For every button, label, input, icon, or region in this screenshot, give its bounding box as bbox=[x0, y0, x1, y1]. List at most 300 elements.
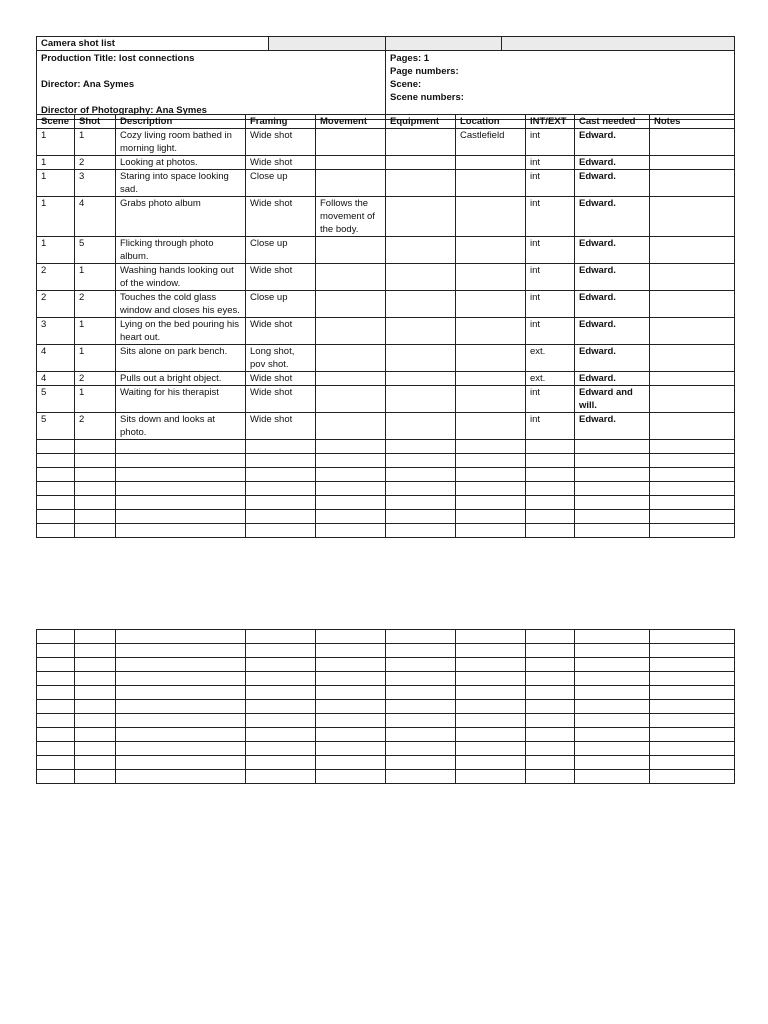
notes-cell bbox=[650, 291, 735, 318]
column-header: Shot bbox=[75, 115, 116, 129]
cast-cell: Edward. bbox=[575, 129, 650, 156]
empty-cell bbox=[116, 686, 246, 700]
int-ext-cell: ext. bbox=[526, 372, 575, 386]
notes-cell bbox=[650, 156, 735, 170]
scene-cell: 5 bbox=[37, 413, 75, 440]
director: Director: Ana Symes bbox=[41, 79, 135, 90]
int-ext-cell: int bbox=[526, 291, 575, 318]
equipment-cell bbox=[386, 197, 456, 237]
empty-cell bbox=[246, 714, 316, 728]
empty-cell bbox=[456, 482, 526, 496]
table-row bbox=[37, 156, 735, 170]
empty-table-row bbox=[37, 468, 735, 482]
empty-table-row bbox=[37, 440, 735, 454]
blank-shot-table bbox=[36, 629, 735, 784]
empty-cell bbox=[75, 728, 116, 742]
empty-cell bbox=[37, 700, 75, 714]
table-row bbox=[37, 345, 735, 372]
empty-cell bbox=[75, 770, 116, 784]
equipment-cell bbox=[386, 156, 456, 170]
description-cell: Lying on the bed pouring his heart out. bbox=[116, 318, 246, 345]
empty-cell bbox=[575, 770, 650, 784]
empty-cell bbox=[37, 686, 75, 700]
empty-cell bbox=[75, 644, 116, 658]
empty-cell bbox=[116, 770, 246, 784]
empty-cell bbox=[316, 496, 386, 510]
empty-cell bbox=[526, 770, 575, 784]
empty-cell bbox=[316, 756, 386, 770]
empty-cell bbox=[386, 672, 456, 686]
table-row bbox=[37, 170, 735, 197]
empty-cell bbox=[246, 700, 316, 714]
empty-cell bbox=[526, 454, 575, 468]
empty-cell bbox=[37, 524, 75, 538]
empty-cell bbox=[386, 524, 456, 538]
framing-cell: Wide shot bbox=[246, 197, 316, 237]
scene-cell: 1 bbox=[37, 170, 75, 197]
column-header-row bbox=[37, 115, 735, 129]
empty-cell bbox=[456, 468, 526, 482]
empty-cell bbox=[246, 742, 316, 756]
scene: Scene: bbox=[390, 79, 422, 90]
column-header: Description bbox=[116, 115, 246, 129]
empty-cell bbox=[316, 714, 386, 728]
empty-cell bbox=[456, 700, 526, 714]
empty-table-row bbox=[37, 672, 735, 686]
shot-cell: 1 bbox=[75, 129, 116, 156]
empty-cell bbox=[526, 742, 575, 756]
empty-cell bbox=[116, 714, 246, 728]
empty-cell bbox=[246, 510, 316, 524]
empty-cell bbox=[650, 700, 735, 714]
empty-cell bbox=[575, 454, 650, 468]
empty-cell bbox=[386, 686, 456, 700]
empty-cell bbox=[246, 440, 316, 454]
empty-cell bbox=[456, 440, 526, 454]
table-row bbox=[37, 413, 735, 440]
empty-cell bbox=[456, 770, 526, 784]
empty-cell bbox=[75, 496, 116, 510]
page-numbers: Page numbers: bbox=[390, 66, 459, 77]
empty-cell bbox=[386, 756, 456, 770]
column-header: Scene bbox=[37, 115, 75, 129]
notes-cell bbox=[650, 345, 735, 372]
empty-cell bbox=[75, 524, 116, 538]
scene-cell: 5 bbox=[37, 386, 75, 413]
empty-table-row bbox=[37, 658, 735, 672]
cast-cell: Edward. bbox=[575, 345, 650, 372]
empty-table-row bbox=[37, 714, 735, 728]
empty-table-row bbox=[37, 728, 735, 742]
production-info bbox=[37, 51, 386, 120]
empty-cell bbox=[116, 510, 246, 524]
shot-cell: 1 bbox=[75, 318, 116, 345]
notes-cell bbox=[650, 318, 735, 345]
movement-cell bbox=[316, 372, 386, 386]
empty-cell bbox=[526, 482, 575, 496]
empty-cell bbox=[75, 482, 116, 496]
empty-cell bbox=[316, 700, 386, 714]
column-header: Movement bbox=[316, 115, 386, 129]
empty-cell bbox=[650, 440, 735, 454]
location-cell bbox=[456, 291, 526, 318]
empty-cell bbox=[650, 672, 735, 686]
empty-cell bbox=[316, 686, 386, 700]
empty-cell bbox=[575, 714, 650, 728]
empty-cell bbox=[75, 686, 116, 700]
empty-cell bbox=[650, 686, 735, 700]
column-header: Location bbox=[456, 115, 526, 129]
empty-cell bbox=[456, 630, 526, 644]
empty-cell bbox=[526, 630, 575, 644]
int-ext-cell: int bbox=[526, 386, 575, 413]
empty-cell bbox=[116, 756, 246, 770]
location-cell bbox=[456, 386, 526, 413]
empty-cell bbox=[316, 468, 386, 482]
empty-cell bbox=[526, 510, 575, 524]
int-ext-cell: int bbox=[526, 197, 575, 237]
framing-cell: Close up bbox=[246, 291, 316, 318]
description-cell: Flicking through photo album. bbox=[116, 237, 246, 264]
description-cell: Looking at photos. bbox=[116, 156, 246, 170]
empty-cell bbox=[575, 756, 650, 770]
empty-cell bbox=[116, 454, 246, 468]
framing-cell: Wide shot bbox=[246, 156, 316, 170]
framing-cell: Wide shot bbox=[246, 129, 316, 156]
equipment-cell bbox=[386, 170, 456, 197]
shot-cell: 5 bbox=[75, 237, 116, 264]
framing-cell: Wide shot bbox=[246, 413, 316, 440]
empty-cell bbox=[116, 742, 246, 756]
empty-cell bbox=[75, 468, 116, 482]
movement-cell bbox=[316, 237, 386, 264]
header-blank-cell bbox=[269, 37, 386, 51]
pages: Pages: 1 bbox=[390, 53, 430, 64]
table-row bbox=[37, 197, 735, 237]
empty-cell bbox=[456, 756, 526, 770]
empty-cell bbox=[246, 496, 316, 510]
empty-cell bbox=[316, 510, 386, 524]
empty-cell bbox=[75, 440, 116, 454]
empty-cell bbox=[116, 658, 246, 672]
empty-cell bbox=[37, 658, 75, 672]
table-row bbox=[37, 318, 735, 345]
framing-cell: Wide shot bbox=[246, 318, 316, 345]
empty-cell bbox=[456, 686, 526, 700]
equipment-cell bbox=[386, 129, 456, 156]
page-info bbox=[386, 51, 735, 120]
empty-cell bbox=[386, 468, 456, 482]
empty-cell bbox=[650, 644, 735, 658]
int-ext-cell: ext. bbox=[526, 345, 575, 372]
empty-table-row bbox=[37, 496, 735, 510]
empty-cell bbox=[650, 728, 735, 742]
empty-cell bbox=[575, 742, 650, 756]
empty-cell bbox=[456, 658, 526, 672]
empty-cell bbox=[456, 510, 526, 524]
empty-cell bbox=[37, 742, 75, 756]
empty-table-row bbox=[37, 524, 735, 538]
empty-cell bbox=[386, 714, 456, 728]
empty-cell bbox=[386, 728, 456, 742]
movement-cell bbox=[316, 318, 386, 345]
production-title: Production Title: lost connections bbox=[41, 53, 195, 64]
empty-cell bbox=[246, 482, 316, 496]
empty-cell bbox=[75, 700, 116, 714]
description-cell: Sits alone on park bench. bbox=[116, 345, 246, 372]
location-cell bbox=[456, 413, 526, 440]
empty-table-row bbox=[37, 686, 735, 700]
notes-cell bbox=[650, 372, 735, 386]
location-cell bbox=[456, 197, 526, 237]
location-cell bbox=[456, 156, 526, 170]
empty-cell bbox=[75, 454, 116, 468]
empty-cell bbox=[116, 524, 246, 538]
equipment-cell bbox=[386, 345, 456, 372]
empty-cell bbox=[246, 686, 316, 700]
description-cell: Grabs photo album bbox=[116, 197, 246, 237]
empty-cell bbox=[386, 644, 456, 658]
empty-cell bbox=[456, 672, 526, 686]
movement-cell bbox=[316, 291, 386, 318]
empty-table-row bbox=[37, 700, 735, 714]
framing-cell: Wide shot bbox=[246, 264, 316, 291]
cast-cell: Edward. bbox=[575, 170, 650, 197]
shot-cell: 1 bbox=[75, 386, 116, 413]
empty-cell bbox=[386, 700, 456, 714]
empty-cell bbox=[526, 728, 575, 742]
description-cell: Touches the cold glass window and closes his eyes. bbox=[116, 291, 246, 318]
shot-cell: 3 bbox=[75, 170, 116, 197]
empty-cell bbox=[75, 658, 116, 672]
empty-cell bbox=[456, 496, 526, 510]
empty-cell bbox=[116, 440, 246, 454]
column-header: Cast needed bbox=[575, 115, 650, 129]
scene-cell: 4 bbox=[37, 372, 75, 386]
empty-cell bbox=[650, 482, 735, 496]
empty-cell bbox=[246, 454, 316, 468]
empty-cell bbox=[116, 468, 246, 482]
movement-cell bbox=[316, 386, 386, 413]
cast-cell: Edward. bbox=[575, 372, 650, 386]
empty-cell bbox=[386, 658, 456, 672]
empty-cell bbox=[116, 700, 246, 714]
cast-cell: Edward. bbox=[575, 264, 650, 291]
equipment-cell bbox=[386, 237, 456, 264]
empty-cell bbox=[316, 440, 386, 454]
notes-cell bbox=[650, 197, 735, 237]
empty-cell bbox=[575, 686, 650, 700]
shot-cell: 2 bbox=[75, 156, 116, 170]
empty-cell bbox=[75, 714, 116, 728]
scene-cell: 1 bbox=[37, 129, 75, 156]
movement-cell bbox=[316, 129, 386, 156]
framing-cell: Close up bbox=[246, 237, 316, 264]
equipment-cell bbox=[386, 386, 456, 413]
empty-cell bbox=[575, 468, 650, 482]
location-cell bbox=[456, 372, 526, 386]
description-cell: Pulls out a bright object. bbox=[116, 372, 246, 386]
empty-cell bbox=[37, 770, 75, 784]
framing-cell: Wide shot bbox=[246, 372, 316, 386]
empty-cell bbox=[526, 468, 575, 482]
location-cell bbox=[456, 237, 526, 264]
empty-table-row bbox=[37, 770, 735, 784]
shot-cell: 2 bbox=[75, 372, 116, 386]
empty-cell bbox=[75, 756, 116, 770]
empty-table-row bbox=[37, 756, 735, 770]
empty-cell bbox=[526, 644, 575, 658]
equipment-cell bbox=[386, 291, 456, 318]
empty-cell bbox=[246, 770, 316, 784]
scene-cell: 1 bbox=[37, 156, 75, 170]
notes-cell bbox=[650, 413, 735, 440]
empty-cell bbox=[650, 630, 735, 644]
empty-cell bbox=[37, 440, 75, 454]
shot-cell: 1 bbox=[75, 345, 116, 372]
notes-cell bbox=[650, 264, 735, 291]
location-cell bbox=[456, 264, 526, 291]
description-cell: Washing hands looking out of the window. bbox=[116, 264, 246, 291]
director-of-photography: Director of Photography: Ana Symes bbox=[41, 105, 207, 116]
table-row bbox=[37, 291, 735, 318]
empty-cell bbox=[456, 524, 526, 538]
empty-cell bbox=[316, 728, 386, 742]
int-ext-cell: int bbox=[526, 170, 575, 197]
empty-cell bbox=[456, 728, 526, 742]
empty-cell bbox=[386, 742, 456, 756]
empty-cell bbox=[386, 770, 456, 784]
equipment-cell bbox=[386, 318, 456, 345]
empty-cell bbox=[575, 644, 650, 658]
empty-cell bbox=[650, 510, 735, 524]
table-row bbox=[37, 372, 735, 386]
empty-cell bbox=[575, 524, 650, 538]
shot-cell: 2 bbox=[75, 291, 116, 318]
description-cell: Waiting for his therapist bbox=[116, 386, 246, 413]
scene-cell: 1 bbox=[37, 197, 75, 237]
equipment-cell bbox=[386, 372, 456, 386]
empty-cell bbox=[246, 524, 316, 538]
int-ext-cell: int bbox=[526, 264, 575, 291]
empty-cell bbox=[650, 742, 735, 756]
empty-cell bbox=[526, 496, 575, 510]
empty-cell bbox=[246, 468, 316, 482]
empty-cell bbox=[316, 630, 386, 644]
notes-cell bbox=[650, 129, 735, 156]
table-row bbox=[37, 237, 735, 264]
empty-cell bbox=[526, 524, 575, 538]
shot-list-header bbox=[36, 36, 735, 120]
equipment-cell bbox=[386, 264, 456, 291]
empty-cell bbox=[650, 714, 735, 728]
empty-cell bbox=[116, 482, 246, 496]
column-header: Equipment bbox=[386, 115, 456, 129]
notes-cell bbox=[650, 386, 735, 413]
empty-cell bbox=[526, 756, 575, 770]
empty-cell bbox=[37, 756, 75, 770]
description-cell: Sits down and looks at photo. bbox=[116, 413, 246, 440]
description-cell: Cozy living room bathed in morning light. bbox=[116, 129, 246, 156]
column-header: Notes bbox=[650, 115, 735, 129]
empty-cell bbox=[75, 630, 116, 644]
empty-cell bbox=[386, 454, 456, 468]
empty-cell bbox=[526, 700, 575, 714]
empty-cell bbox=[575, 496, 650, 510]
framing-cell: Close up bbox=[246, 170, 316, 197]
description-cell: Staring into space looking sad. bbox=[116, 170, 246, 197]
movement-cell bbox=[316, 170, 386, 197]
equipment-cell bbox=[386, 413, 456, 440]
empty-table-row bbox=[37, 454, 735, 468]
empty-cell bbox=[456, 714, 526, 728]
empty-cell bbox=[386, 440, 456, 454]
empty-cell bbox=[316, 742, 386, 756]
table-row bbox=[37, 386, 735, 413]
empty-cell bbox=[246, 644, 316, 658]
empty-cell bbox=[575, 510, 650, 524]
empty-cell bbox=[116, 672, 246, 686]
cast-cell: Edward. bbox=[575, 291, 650, 318]
int-ext-cell: int bbox=[526, 129, 575, 156]
scene-cell: 4 bbox=[37, 345, 75, 372]
empty-cell bbox=[456, 742, 526, 756]
sheet-title: Camera shot list bbox=[37, 37, 269, 51]
empty-cell bbox=[37, 644, 75, 658]
empty-cell bbox=[246, 756, 316, 770]
movement-cell bbox=[316, 156, 386, 170]
location-cell bbox=[456, 318, 526, 345]
empty-cell bbox=[316, 658, 386, 672]
empty-cell bbox=[316, 524, 386, 538]
empty-cell bbox=[575, 672, 650, 686]
scene-cell: 2 bbox=[37, 264, 75, 291]
cast-cell: Edward. bbox=[575, 237, 650, 264]
column-header: INT/EXT bbox=[526, 115, 575, 129]
empty-cell bbox=[650, 468, 735, 482]
empty-cell bbox=[316, 644, 386, 658]
notes-cell bbox=[650, 237, 735, 264]
empty-cell bbox=[575, 728, 650, 742]
empty-cell bbox=[650, 454, 735, 468]
empty-cell bbox=[246, 728, 316, 742]
empty-cell bbox=[526, 672, 575, 686]
cast-cell: Edward. bbox=[575, 413, 650, 440]
movement-cell: Follows the movement of the body. bbox=[316, 197, 386, 237]
int-ext-cell: int bbox=[526, 237, 575, 264]
empty-cell bbox=[526, 658, 575, 672]
scene-numbers: Scene numbers: bbox=[390, 92, 464, 103]
empty-cell bbox=[37, 454, 75, 468]
shot-table bbox=[36, 114, 735, 538]
location-cell: Castlefield bbox=[456, 129, 526, 156]
empty-cell bbox=[116, 728, 246, 742]
table-row bbox=[37, 264, 735, 291]
scene-cell: 2 bbox=[37, 291, 75, 318]
empty-cell bbox=[75, 742, 116, 756]
empty-cell bbox=[316, 770, 386, 784]
shot-cell: 4 bbox=[75, 197, 116, 237]
empty-cell bbox=[650, 524, 735, 538]
empty-cell bbox=[75, 510, 116, 524]
empty-cell bbox=[650, 658, 735, 672]
int-ext-cell: int bbox=[526, 318, 575, 345]
empty-cell bbox=[116, 644, 246, 658]
scene-cell: 1 bbox=[37, 237, 75, 264]
cast-cell: Edward. bbox=[575, 318, 650, 345]
empty-cell bbox=[37, 482, 75, 496]
empty-cell bbox=[37, 728, 75, 742]
